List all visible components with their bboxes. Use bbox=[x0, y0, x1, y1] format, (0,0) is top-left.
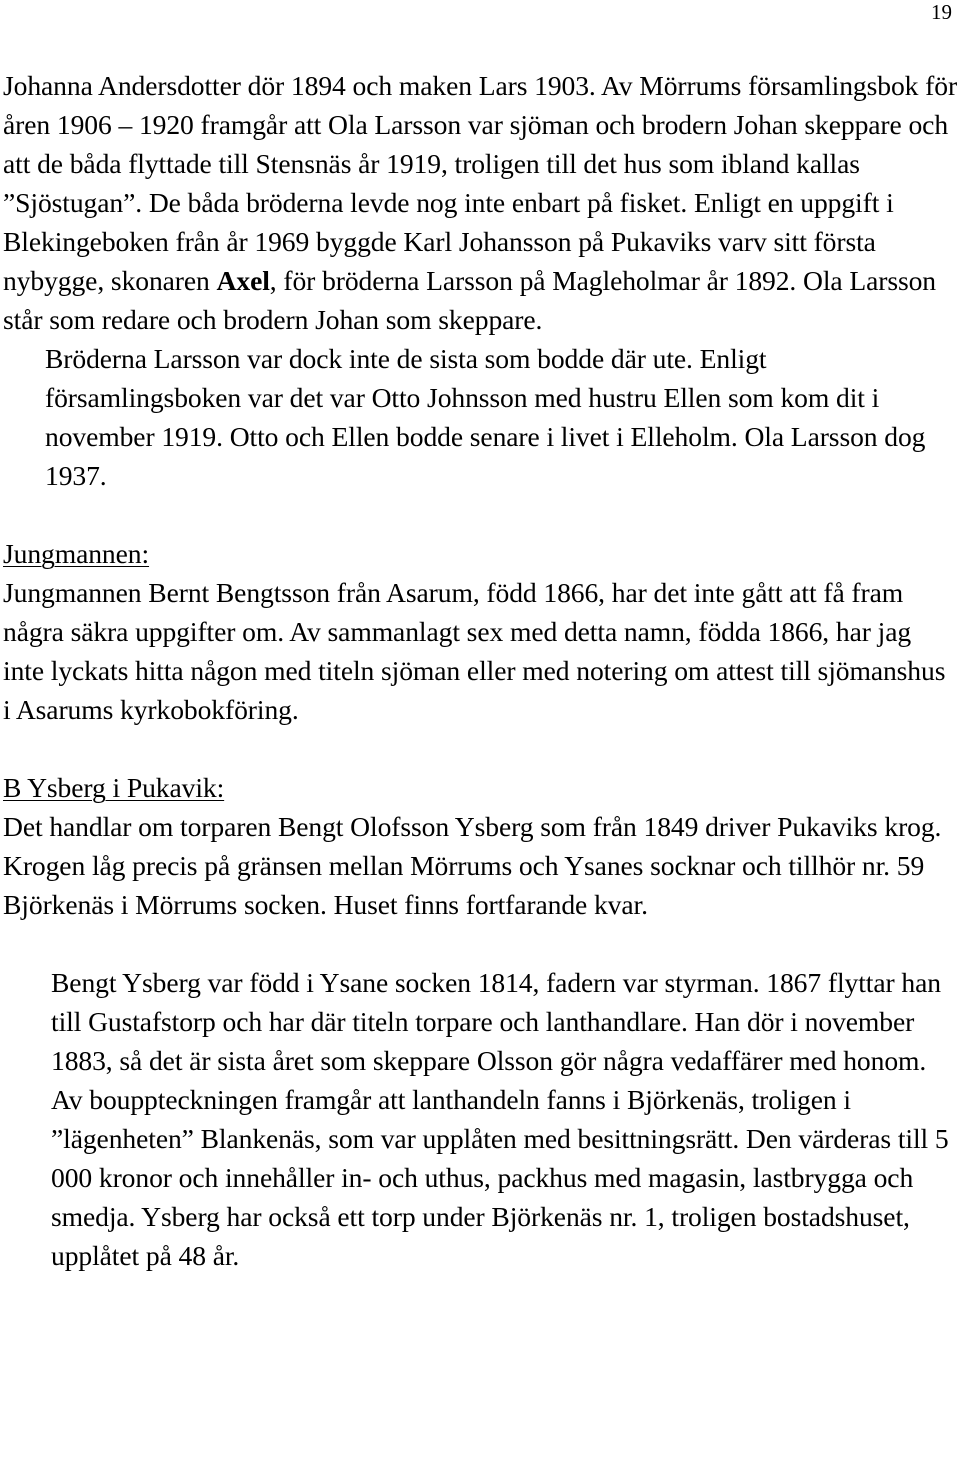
paragraph-larsson-brothers bbox=[3, 66, 958, 339]
paragraph-ysberg-krog: Det handlar om torparen Bengt Olofsson Ysberg som från 1849 driver Pukaviks krog. Krogen låg precis på gränsen mellan Mörrums och Ysanes socknar och tillhör nr. 59 Björkenäs i Mörrums socken. Huset finns fortfarande kvar. bbox=[3, 811, 942, 920]
section-heading-jungmannen: Jungmannen: bbox=[3, 538, 150, 569]
paragraph-jungmannen: Jungmannen Bernt Bengtsson från Asarum, född 1866, har det inte gått att få fram några säkra uppgifter om. Av sammanlagt sex med detta namn, födda 1866, har jag inte lyckats hitta någon med titeln sjöman eller med notering om attest till sjömanshus i Asarums kyrkobokföring. bbox=[3, 577, 946, 725]
document-body bbox=[3, 66, 958, 1275]
spacer bbox=[3, 924, 958, 963]
paragraph-text: , för bröderna Larsson på Magleholmar år 1892. Ola Larsson står som redare och brodern Johan som skeppare. bbox=[3, 265, 937, 335]
paragraph-ysberg-biography: Bengt Ysberg var född i Ysane socken 1814, fadern var styrman. 1867 flyttar han till Gustafstorp och har där titeln torpare och lanthandlare. Han dör i november 1883, så det är sista året som skeppare Olsson gör några vedaffärer med honom. Av bouppteckningen framgår att lanthandeln fanns i Björkenäs, troligen i ”lägenheten” Blankenäs, som var upplåten med besittningsrätt. Den värderas till 5 000 kronor och innehåller in- och uthus, packhus med magasin, lastbrygga och smedja. Ysberg har också ett torp under Björkenäs nr. 1, troligen bostadshuset, upplåtet på 48 år. bbox=[51, 967, 949, 1271]
page-number: 19 bbox=[931, 0, 952, 24]
spacer bbox=[3, 729, 958, 768]
paragraph-last-residents: Bröderna Larsson var dock inte de sista som bodde där ute. Enligt församlingsboken var det var Otto Johnsson med hustru Ellen som kom dit i november 1919. Otto och Ellen bodde senare i livet i Elleholm. Ola Larsson dog 1937. bbox=[45, 343, 926, 491]
section-heading-ysberg: B Ysberg i Pukavik: bbox=[3, 772, 225, 803]
ship-name: Axel bbox=[216, 265, 270, 296]
spacer bbox=[3, 495, 958, 534]
paragraph-text: Johanna Andersdotter dör 1894 och maken Lars 1903. Av Mörrums församlingsbok för åren 1906 – 1920 framgår att Ola Larsson var sjöman och brodern Johan skeppare och att de båda flyttade till Stensnäs år 1919, troligen till det hus som ibland kallas ”Sjöstugan”. De båda bröderna levde nog inte enbart på fisket. Enligt en uppgift i Blekingeboken från år 1969 byggde Karl Johansson på Pukaviks varv sitt första nybygge, skonaren bbox=[3, 70, 958, 296]
